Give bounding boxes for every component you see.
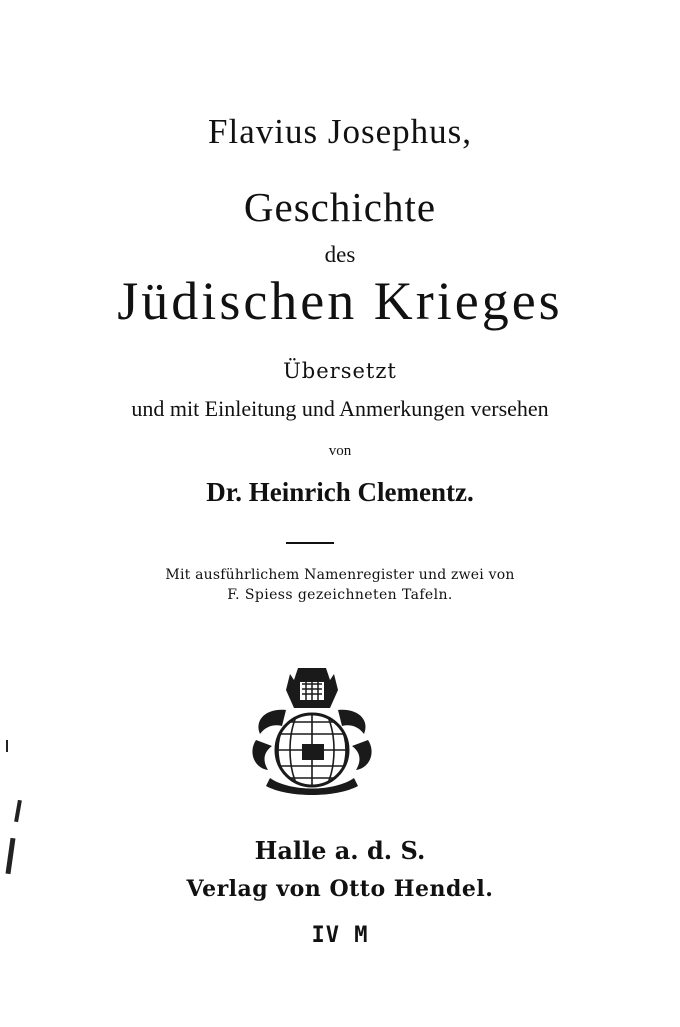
register-note-line-2: F. Spiess gezeichneten Tafeln.	[227, 587, 453, 603]
translated-note: Übersetzt	[283, 359, 397, 383]
author-name: Flavius Josephus,	[208, 112, 472, 151]
library-shelfmark: IV M	[311, 923, 369, 948]
translator-name: Dr. Heinrich Clementz.	[206, 477, 474, 507]
book-title-line-1: Geschichte	[243, 184, 437, 230]
scan-mark	[6, 740, 8, 752]
book-title-line-3: Jüdischen Krieges	[117, 271, 563, 331]
register-note-line-1: Mit ausführlichem Namenregister und zwei von	[165, 567, 515, 583]
scan-mark	[14, 800, 22, 822]
publication-city: Halle a. d. S.	[254, 836, 426, 865]
book-title-line-2: des	[324, 242, 356, 267]
divider-rule	[286, 542, 334, 544]
introduction-note: und mit Einleitung und Anmerkungen versehen	[131, 396, 549, 421]
publisher-name: Verlag von Otto Hendel.	[186, 876, 494, 902]
by-word: von	[328, 443, 352, 459]
publisher-emblem-icon	[246, 660, 378, 796]
